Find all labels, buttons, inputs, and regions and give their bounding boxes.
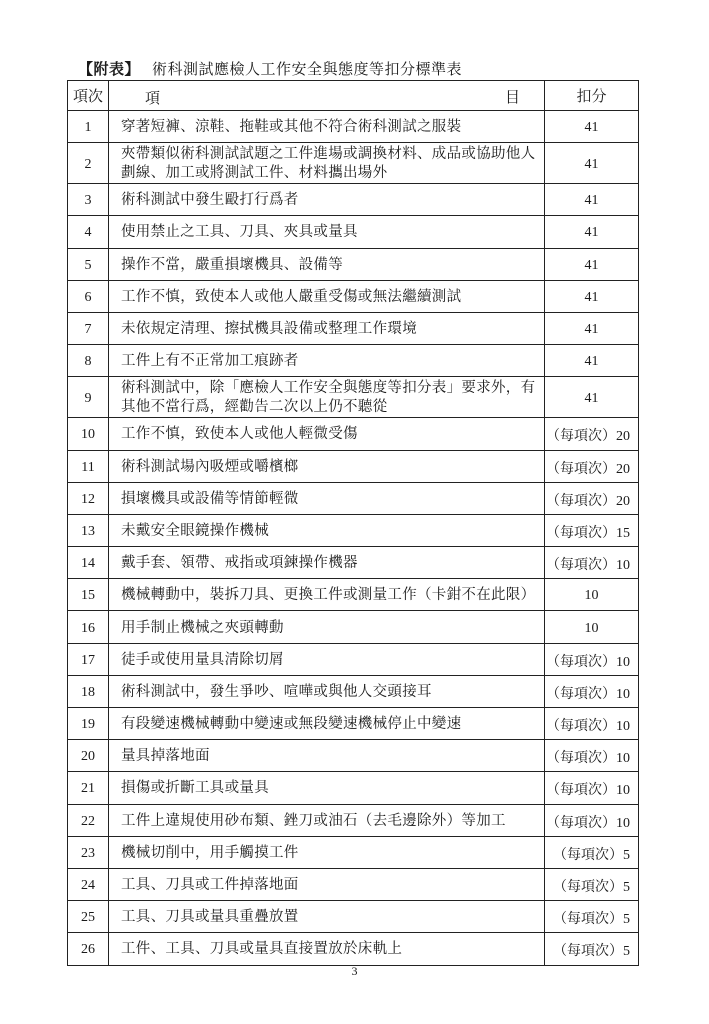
table-row [68, 933, 639, 965]
row-deduction: （每項次）10 [545, 708, 639, 740]
appendix-tag: 【附表】 [78, 60, 141, 78]
row-deduction: 41 [545, 216, 639, 248]
row-number: 17 [68, 643, 109, 675]
row-item: 損傷或折斷工具或量具 [109, 772, 545, 804]
row-number: 4 [68, 216, 109, 248]
table-row [68, 901, 639, 933]
header-item-left: 項 [145, 89, 161, 107]
header-deduct: 扣分 [545, 81, 639, 111]
table-row [68, 579, 639, 611]
row-number: 24 [68, 868, 109, 900]
row-number: 9 [68, 377, 109, 418]
table-row [68, 280, 639, 312]
row-item: 損壞機具或設備等情節輕微 [109, 482, 545, 514]
row-number: 3 [68, 184, 109, 216]
row-item: 量具掉落地面 [109, 740, 545, 772]
row-deduction: 41 [545, 248, 639, 280]
row-deduction: 41 [545, 184, 639, 216]
row-item: 工件、工具、刀具或量具直接置放於床軌上 [109, 933, 545, 965]
table-row [68, 611, 639, 643]
row-deduction: 41 [545, 345, 639, 377]
header-item-right: 目 [504, 88, 520, 106]
header-item [109, 81, 545, 111]
row-number: 23 [68, 836, 109, 868]
row-item: 術科測試場內吸煙或嚼檳榔 [109, 450, 545, 482]
row-number: 10 [68, 418, 109, 450]
row-deduction: （每項次）15 [545, 514, 639, 546]
table-row [68, 143, 639, 184]
row-deduction: （每項次）10 [545, 740, 639, 772]
header-no: 項次 [68, 81, 109, 111]
row-item: 機械轉動中，裝拆刀具、更換工件或測量工作（卡鉗不在此限） [109, 579, 545, 611]
row-item: 用手制止機械之夾頭轉動 [109, 611, 545, 643]
row-deduction: 41 [545, 280, 639, 312]
row-number: 21 [68, 772, 109, 804]
row-number: 11 [68, 450, 109, 482]
table-title [78, 58, 462, 79]
row-deduction: 41 [545, 111, 639, 143]
row-number: 14 [68, 547, 109, 579]
header-row [68, 81, 639, 111]
row-item: 未戴安全眼鏡操作機械 [109, 514, 545, 546]
row-item: 工作不慎，致使本人或他人輕微受傷 [109, 418, 545, 450]
row-item: 工件上有不正常加工痕跡者 [109, 345, 545, 377]
row-number: 13 [68, 514, 109, 546]
row-deduction: 41 [545, 143, 639, 184]
row-deduction: （每項次）5 [545, 901, 639, 933]
table-row [68, 675, 639, 707]
row-number: 1 [68, 111, 109, 143]
row-item: 術科測試中，發生爭吵、喧嘩或與他人交頭接耳 [109, 675, 545, 707]
row-item: 操作不當，嚴重損壞機具、設備等 [109, 248, 545, 280]
row-item: 徒手或使用量具清除切屑 [109, 643, 545, 675]
row-number: 22 [68, 804, 109, 836]
row-item: 術科測試中發生毆打行爲者 [109, 184, 545, 216]
row-number: 5 [68, 248, 109, 280]
row-number: 2 [68, 143, 109, 184]
title-text: 術科測試應檢人工作安全與態度等扣分標準表 [152, 60, 463, 78]
row-item: 工具、刀具或工件掉落地面 [109, 868, 545, 900]
row-number: 25 [68, 901, 109, 933]
row-item: 穿著短褲、涼鞋、拖鞋或其他不符合術科測試之服裝 [109, 111, 545, 143]
row-item: 未依規定清理、擦拭機具設備或整理工作環境 [109, 312, 545, 344]
row-deduction: （每項次）10 [545, 643, 639, 675]
table-row [68, 643, 639, 675]
row-deduction: （每項次）10 [545, 675, 639, 707]
row-item: 工作不慎，致使本人或他人嚴重受傷或無法繼續測試 [109, 280, 545, 312]
row-item: 工具、刀具或量具重疊放置 [109, 901, 545, 933]
row-item: 戴手套、領帶、戒指或項鍊操作機器 [109, 547, 545, 579]
table-row [68, 836, 639, 868]
row-item: 使用禁止之工具、刀具、夾具或量具 [109, 216, 545, 248]
row-deduction: （每項次）5 [545, 933, 639, 965]
row-item: 機械切削中，用手觸摸工件 [109, 836, 545, 868]
table-row [68, 772, 639, 804]
row-deduction: （每項次）20 [545, 482, 639, 514]
table-row [68, 804, 639, 836]
table-row [68, 248, 639, 280]
table-row [68, 111, 639, 143]
table-row [68, 708, 639, 740]
row-item: 工件上違規使用砂布類、銼刀或油石（去毛邊除外）等加工 [109, 804, 545, 836]
row-deduction: （每項次）10 [545, 804, 639, 836]
row-deduction: （每項次）10 [545, 772, 639, 804]
row-deduction: 10 [545, 579, 639, 611]
row-deduction: （每項次）5 [545, 868, 639, 900]
row-number: 7 [68, 312, 109, 344]
row-item: 術科測試中，除「應檢人工作安全與態度等扣分表」要求外，有其他不當行爲，經勸告二次以上仍不聽從 [109, 377, 545, 418]
row-number: 16 [68, 611, 109, 643]
row-deduction: 10 [545, 611, 639, 643]
row-number: 6 [68, 280, 109, 312]
row-deduction: （每項次）10 [545, 547, 639, 579]
row-number: 26 [68, 933, 109, 965]
table-row [68, 547, 639, 579]
row-item: 夾帶類似術科測試試題之工件進場或調換材料、成品或協助他人劃線、加工或將測試工件、材料攜出場外 [109, 143, 545, 184]
row-number: 12 [68, 482, 109, 514]
table-body [68, 111, 639, 966]
table-row [68, 450, 639, 482]
row-number: 18 [68, 675, 109, 707]
row-deduction: 41 [545, 377, 639, 418]
table-row [68, 345, 639, 377]
table-row [68, 514, 639, 546]
table-row [68, 184, 639, 216]
page-number: 3 [351, 964, 358, 978]
deduction-table [67, 80, 639, 966]
row-item: 有段變速機械轉動中變速或無段變速機械停止中變速 [109, 708, 545, 740]
row-number: 20 [68, 740, 109, 772]
row-number: 19 [68, 708, 109, 740]
row-deduction: 41 [545, 312, 639, 344]
row-deduction: （每項次）20 [545, 450, 639, 482]
table-row [68, 868, 639, 900]
table-row [68, 216, 639, 248]
row-deduction: （每項次）20 [545, 418, 639, 450]
row-number: 8 [68, 345, 109, 377]
table-row [68, 740, 639, 772]
row-number: 15 [68, 579, 109, 611]
row-deduction: （每項次）5 [545, 836, 639, 868]
table-row [68, 482, 639, 514]
table-row [68, 418, 639, 450]
table-row [68, 377, 639, 418]
table-row [68, 312, 639, 344]
